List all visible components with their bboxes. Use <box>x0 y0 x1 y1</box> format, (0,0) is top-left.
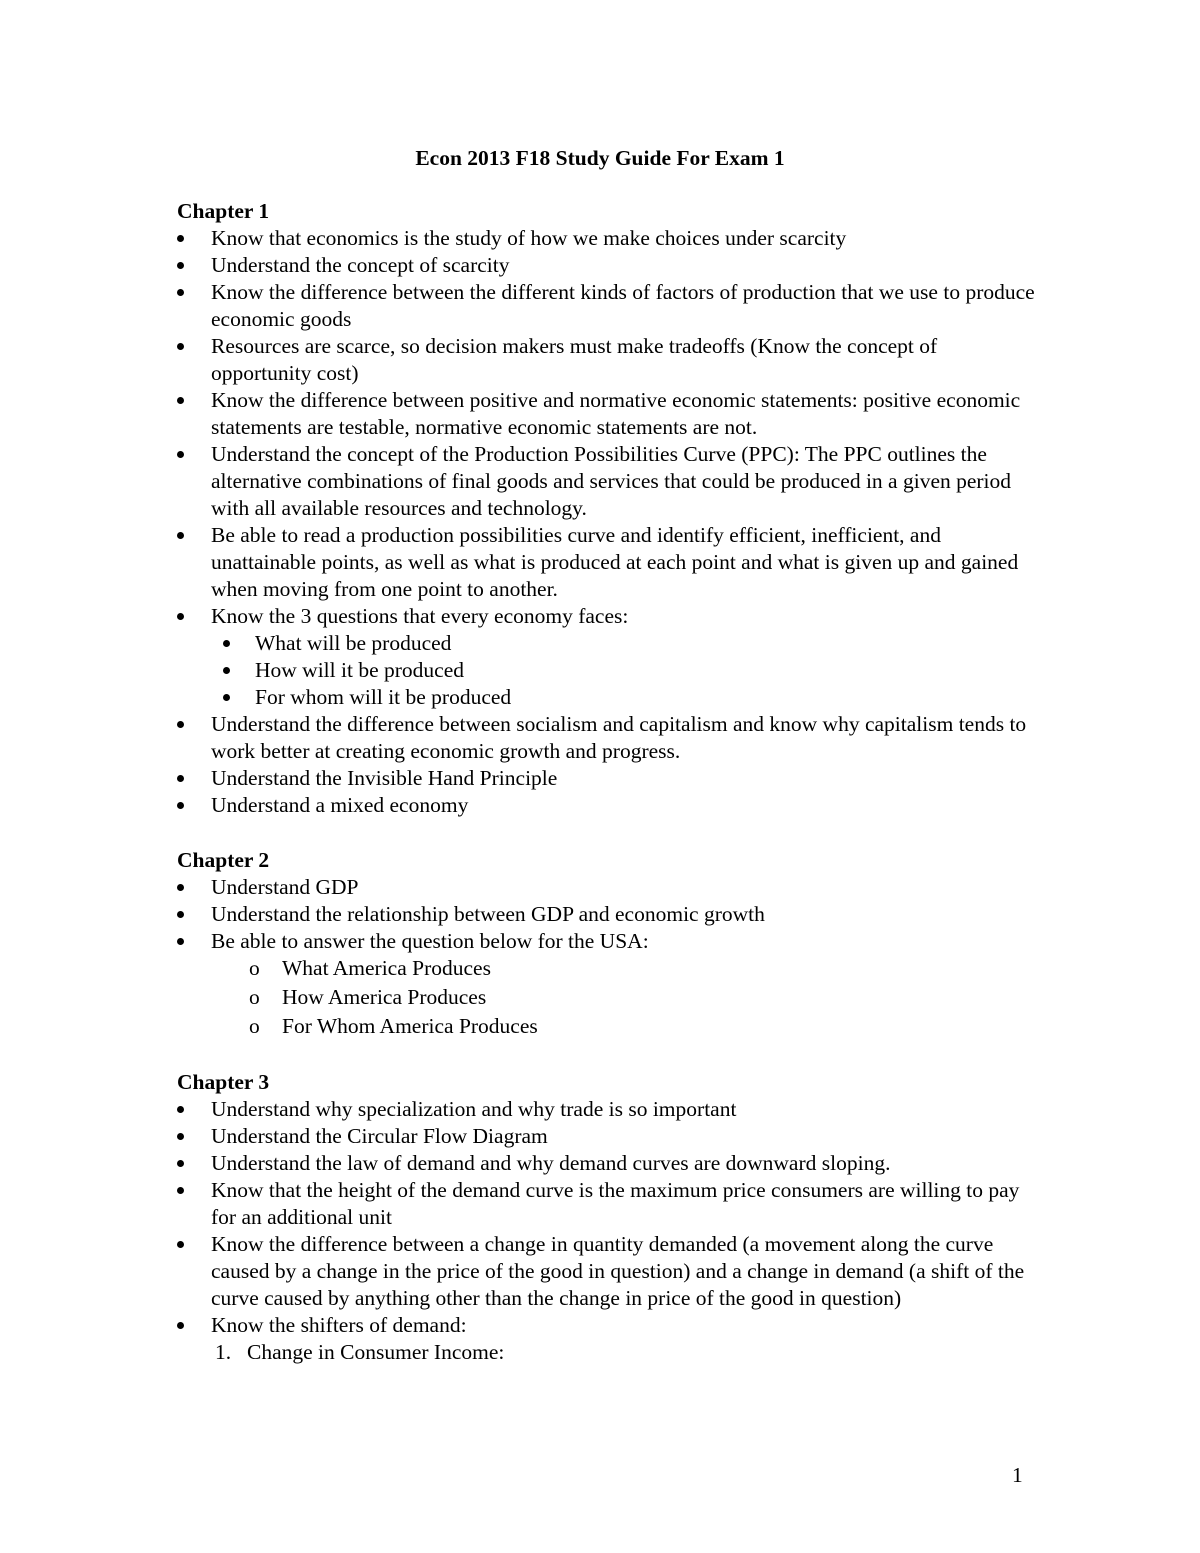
page-title: Econ 2013 F18 Study Guide For Exam 1 <box>415 146 785 170</box>
bullet-list <box>177 1096 1037 1339</box>
chapter-3-section <box>177 1069 1037 1366</box>
list-item: Know the difference between positive and normative economic statements: positive economic statements are testable, normative economic statements are not. <box>177 387 1037 441</box>
chapter-heading: Chapter 2 <box>177 848 270 872</box>
list-item: Know the 3 questions that every economy faces: <box>177 603 1037 630</box>
bullet-list <box>177 874 1037 955</box>
page-number: 1 <box>1012 1463 1023 1487</box>
sub-circle-list <box>177 955 1037 1042</box>
numbered-list-item <box>177 1339 1037 1366</box>
list-item: Understand the difference between socialism and capitalism and know why capitalism tends to work better at creating economic growth and progress. <box>177 711 1037 765</box>
sub-list-item <box>177 955 1037 984</box>
sub-list-item <box>177 1013 1037 1042</box>
list-item: Know that the height of the demand curve is the maximum price consumers are willing to pay for an additional unit <box>177 1177 1037 1231</box>
circle-bullet-icon: o <box>249 985 260 1009</box>
list-item: Know the difference between a change in quantity demanded (a movement along the curve caused by a change in the price of the good in question) and a change in demand (a shift of the curve caused by anything other than the change in price of the good in question) <box>177 1231 1037 1312</box>
list-item: Understand why specialization and why trade is so important <box>177 1096 1037 1123</box>
circle-bullet-icon: o <box>249 1014 260 1038</box>
list-item: Understand the concept of the Production Possibilities Curve (PPC): The PPC outlines the alternative combinations of final goods and services that could be produced in a given period with all available resources and technology. <box>177 441 1037 522</box>
list-item: Know the difference between the different kinds of factors of production that we use to produce economic goods <box>177 279 1037 333</box>
numbered-list-item-text: Change in Consumer Income: <box>247 1340 505 1364</box>
list-item: Understand a mixed economy <box>177 792 1037 819</box>
list-item: Be able to read a production possibilities curve and identify efficient, inefficient, and unattainable points, as well as what is produced at each point and what is given up and gained when moving from one point to another. <box>177 522 1037 603</box>
bullet-list <box>177 711 1037 819</box>
list-item: Be able to answer the question below for the USA: <box>177 928 1037 955</box>
list-number: 1. <box>215 1340 232 1364</box>
list-item: Understand the law of demand and why demand curves are downward sloping. <box>177 1150 1037 1177</box>
list-item: Understand the Circular Flow Diagram <box>177 1123 1037 1150</box>
list-item: Resources are scarce, so decision makers must make tradeoffs (Know the concept of opportunity cost) <box>177 333 1037 387</box>
list-item: Know that economics is the study of how we make choices under scarcity <box>177 225 1037 252</box>
numbered-list <box>177 1339 1037 1366</box>
sub-list-item-text: For Whom America Produces <box>282 1014 538 1038</box>
sub-list-item <box>177 984 1037 1013</box>
sub-list-item: What will be produced <box>177 630 1037 657</box>
sub-list-item-text: How America Produces <box>282 985 487 1009</box>
chapter-heading: Chapter 3 <box>177 1070 270 1094</box>
sub-list-item: For whom will it be produced <box>177 684 1037 711</box>
list-item: Understand GDP <box>177 874 1037 901</box>
chapter-heading: Chapter 1 <box>177 199 270 223</box>
circle-bullet-icon: o <box>249 956 260 980</box>
sub-list-item: How will it be produced <box>177 657 1037 684</box>
bullet-list <box>177 225 1037 630</box>
list-item: Understand the relationship between GDP and economic growth <box>177 901 1037 928</box>
sub-bullet-list <box>177 630 1037 711</box>
list-item: Understand the Invisible Hand Principle <box>177 765 1037 792</box>
chapter-2-section <box>177 847 1037 1042</box>
list-item: Know the shifters of demand: <box>177 1312 1037 1339</box>
chapter-1-section <box>177 198 1037 819</box>
list-item: Understand the concept of scarcity <box>177 252 1037 279</box>
sub-list-item-text: What America Produces <box>282 956 491 980</box>
